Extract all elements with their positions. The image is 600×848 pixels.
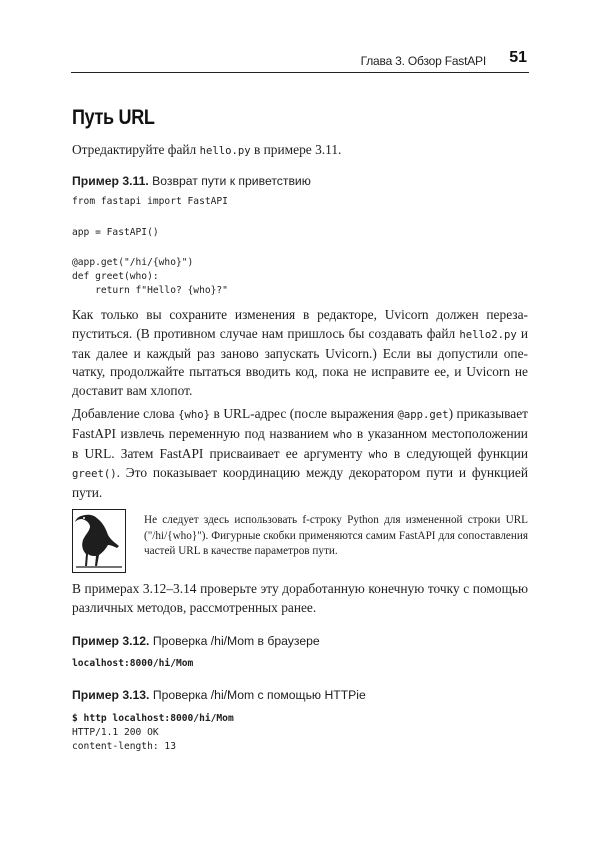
crow-icon — [72, 509, 126, 573]
example-3-13-caption: Пример 3.13. Проверка /hi/Mom с помощью HTTPie — [72, 688, 366, 702]
body-paragraph-examples: В примерах 3.12–3.14 проверьте эту доработанную конечную точку с помощью различных методов, рассмотренных ранее. — [72, 581, 528, 615]
inline-code: who — [333, 428, 353, 441]
code-line: content-length: 13 — [72, 741, 176, 752]
code-line: app = FastAPI() — [72, 227, 159, 238]
section-heading: Путь URL — [72, 106, 155, 129]
code-line: localhost:8000/hi/Mom — [72, 658, 194, 669]
inline-code: {who} — [178, 409, 210, 421]
code-line: $ http localhost:8000/hi/Mom — [72, 713, 234, 724]
inline-code: @app.get — [397, 409, 449, 421]
chapter-title: Глава 3. Обзор FastAPI — [360, 54, 486, 68]
code-line: HTTP/1.1 200 OK — [72, 727, 159, 738]
code-line: def greet(who): — [72, 271, 159, 282]
inline-code: greet() — [72, 468, 117, 481]
running-header — [71, 48, 529, 73]
code-line: @app.get("/hi/{who}") — [72, 257, 194, 268]
page-number: 51 — [509, 49, 527, 66]
filename-code: hello.py — [199, 145, 251, 157]
filename-code: hello2.py — [459, 328, 517, 341]
body-paragraph-path-params: Добавление слова {who} в URL-адрес (после выражения @app.get) приказывает FastAPI извлечь переменную под названием who в указанном местоположении в URL. Затем FastAPI присваивает ее аргументу who в следующей функции greet(). Это показывает координацию между декоратором пути и функцией пути. — [72, 406, 528, 501]
example-3-12-caption: Пример 3.12. Проверка /hi/Mom в браузере — [72, 634, 320, 648]
code-line: from fastapi import FastAPI — [72, 196, 228, 207]
note-text: Не следует здесь использовать f-строку Python для измененной строки URL ("/hi/{who}"). Фигурные скобки применяются самим FastAPI для сопоставления частей URL в качестве параметров пути. — [144, 514, 528, 558]
note-box — [72, 507, 528, 573]
code-line: return f"Hello? {who}?" — [72, 285, 228, 296]
intro-paragraph: Отредактируйте файл hello.py в примере 3.11. — [72, 142, 342, 157]
inline-code: who — [368, 448, 388, 461]
body-paragraph-uvicorn: Как только вы сохраните изменения в редакторе, Uvicorn должен перезапуститься. (В противном случае нам пришлось бы создавать файл hello2.py и так далее и каждый раз заново запускать Uvicorn.) Если вы допустили опечатку, продолжайте пытаться вводить код, пока не исправите ее, и Uvicorn не доставит вам хлопот. — [72, 307, 528, 399]
example-3-11-caption: Пример 3.11. Возврат пути к приветствию — [72, 174, 311, 188]
